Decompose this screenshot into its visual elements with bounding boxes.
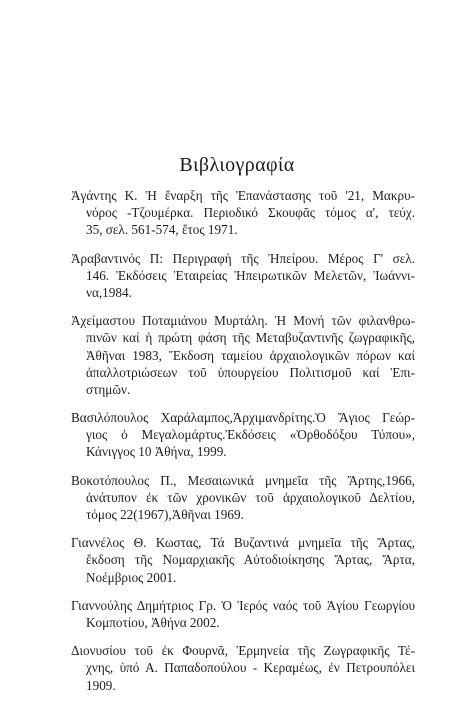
- bibliography-entry: [71, 409, 415, 461]
- bibliography-entry: [71, 250, 415, 302]
- entry-line: ἔκδοση τῆς Νομαρχιακῆς Αὐτοδιοίκησης Ἄρτας, Ἄρτα,: [86, 552, 415, 568]
- entry-line: Ἀθῆναι 1983, Ἔκδοση ταμείου ἀρχαιολογικῶν πόρων καί: [86, 347, 415, 363]
- entry-line: 146. Ἐκδόσεις Ἑταιρείας Ἠπειρωτικῶν Μελετῶν, Ἰωάννι-: [86, 267, 415, 283]
- entry-line: χνης, ὑπό Α. Παπαδοπούλου - Κεραμέως, ἐν Πετρουπόλει: [86, 660, 415, 676]
- entry-line: Κάνιγγος 10 Ἀθήνα, 1999.: [86, 444, 227, 460]
- entry-line: γιος ὁ Μεγαλομάρτυς.Ἐκδόσεις «Ὀρθοδόξου Τύπου»,: [86, 427, 415, 443]
- entry-line: να,1984.: [86, 284, 132, 300]
- page-heading: Βιβλιογραφία: [179, 154, 295, 176]
- bibliography-list: [71, 187, 415, 705]
- entry-line: Κομποτίου, Ἀθήνα 2002.: [86, 614, 220, 630]
- entry-line: Βασιλόπουλος Χαράλαμπος,Ἀρχιμανδρίτης.Ὁ Ἅγιος Γεώρ-: [71, 410, 415, 426]
- entry-line: 1909.: [86, 677, 116, 693]
- entry-line: Νοέμβριος 2001.: [86, 569, 177, 585]
- bibliography-entry: [71, 642, 415, 694]
- entry-line: Βοκοτόπουλος Π., Μεσαιωνικά μνημεῖα τῆς Ἄρτης,1966,: [71, 472, 415, 488]
- bibliography-entry: [71, 534, 415, 586]
- bibliography-entry: [71, 472, 415, 524]
- entry-line: πινῶν καί ἡ πρώτη φάση τῆς Μεταβυζαντινῆς ζωγραφικῆς,: [86, 330, 415, 346]
- entry-line: ἀνάτυπον ἐκ τῶν χρονικῶν τοῦ ἀρχαιολογικοῦ Δελτίου,: [86, 489, 415, 505]
- entry-line: Γιαννέλος Θ. Κωστας, Τά Βυζαντινά μνημεῖα τῆς Ἄρτας,: [71, 535, 415, 551]
- entry-line: Διονυσίου τοῦ ἐκ Φουρνᾶ, Ἑρμηνεία τῆς Ζωγραφικῆς Τέ-: [71, 643, 415, 659]
- entry-line: ἀπαλλοτριώσεων τοῦ ὑπουργείου Πολιτισμοῦ καί Ἐπι-: [86, 364, 415, 380]
- bibliography-entry: [71, 187, 415, 239]
- entry-line: Ἀχείμαστου Ποταμιάνου Μυρτάλη. Ἡ Μονή τῶν φιλανθρω-: [71, 313, 415, 329]
- entry-line: στημῶν.: [86, 381, 131, 397]
- entry-line: νόρος -Τζουμέρκα. Περιοδικό Σκουφᾶς τόμος α', τεύχ.: [86, 205, 415, 221]
- entry-line: Ἀραβαντινός Π: Περιγραφὴ τῆς Ἠπείρου. Μέρος Γ' σελ.: [71, 250, 415, 266]
- entry-line: Ἀγάντης Κ. Ἡ ἔναρξη τῆς Ἐπανάστασης τοῦ '21, Μακρυ-: [71, 188, 415, 203]
- bibliography-entry: [71, 312, 415, 398]
- entry-line: τόμος 22(1967),Ἀθῆναι 1969.: [86, 507, 244, 522]
- entry-line: Γιαννούλης Δημήτριος Γρ. Ὁ Ἱερός ναός τοῦ Ἁγίου Γεωργίου: [71, 597, 415, 613]
- entry-line: 35, σελ. 561-574, ἔτος 1971.: [86, 222, 238, 238]
- bibliography-entry: [71, 597, 415, 631]
